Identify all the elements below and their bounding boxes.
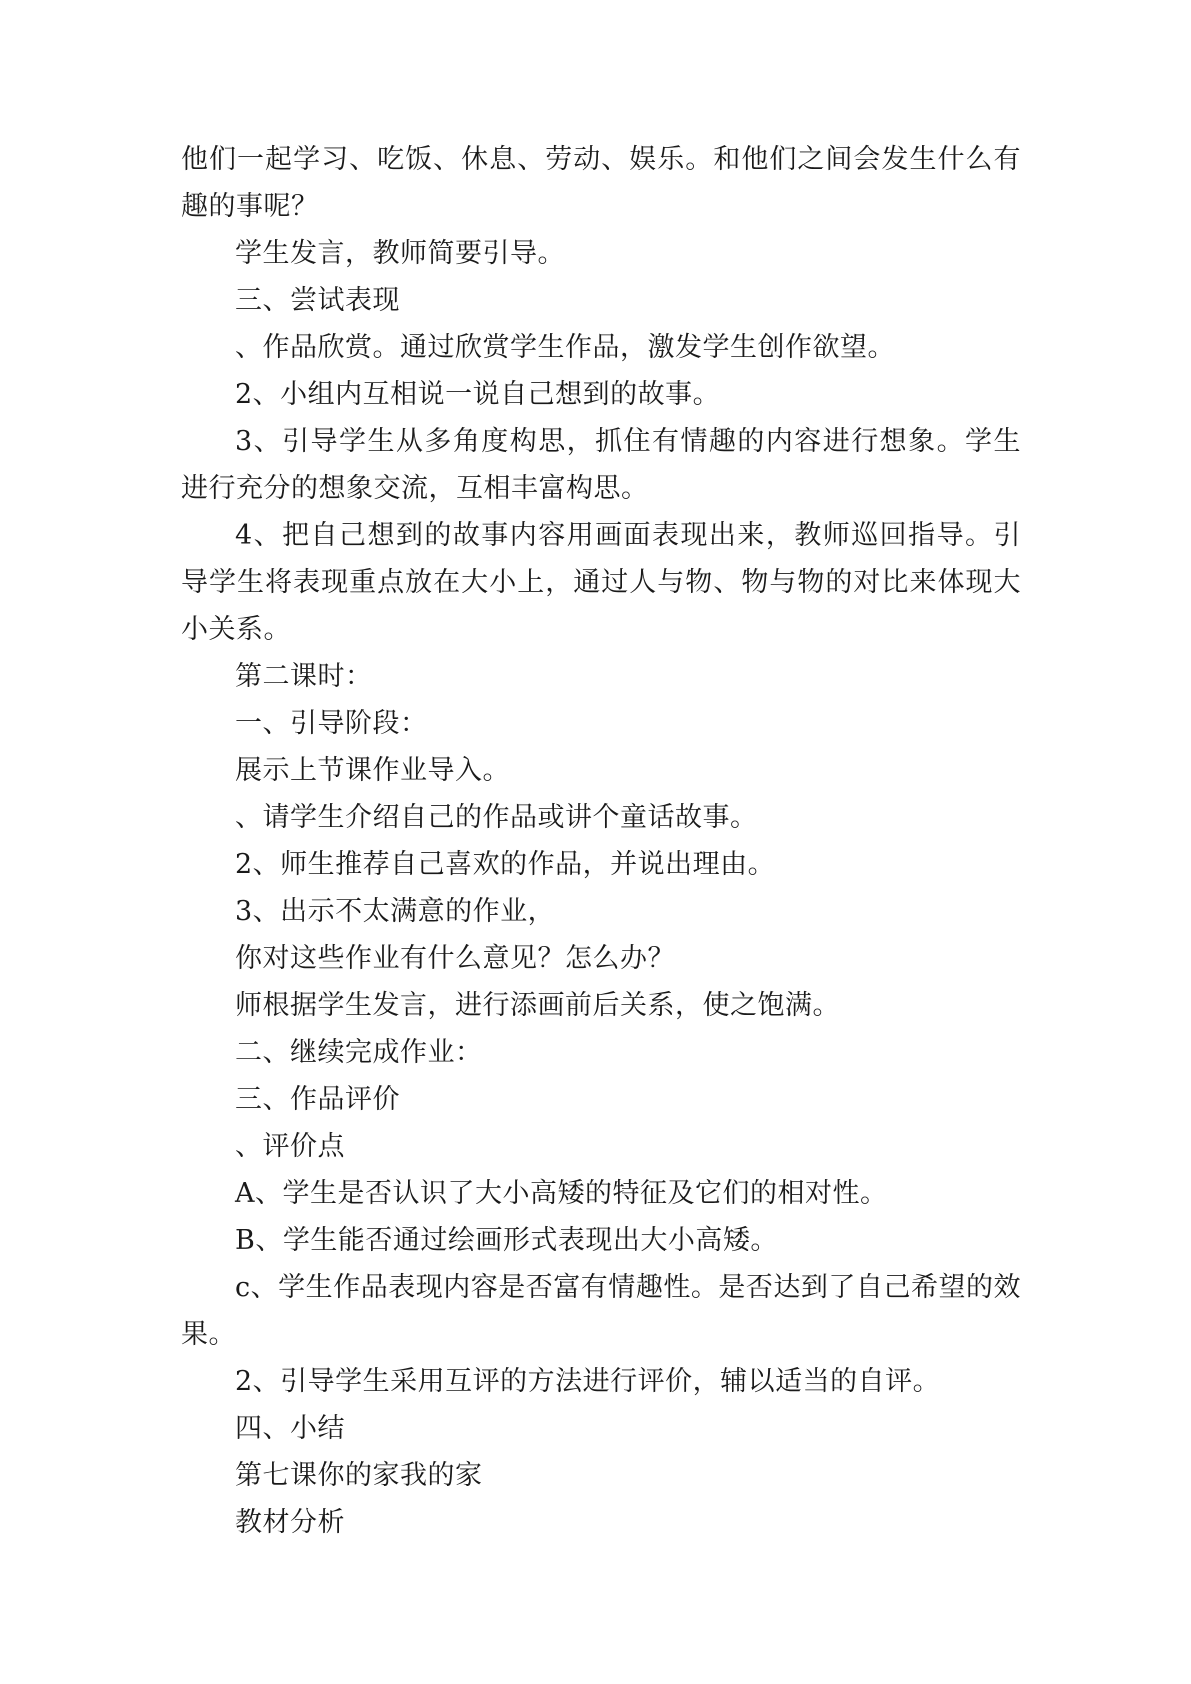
list-item: 、请学生介绍自己的作品或讲个童话故事。 xyxy=(235,802,758,833)
list-item: B、学生能否通过绘画形式表现出大小高矮。 xyxy=(235,1225,778,1256)
document-body xyxy=(181,136,1021,1546)
paragraph: 他们一起学习、吃饭、休息、劳动、娱乐。和他们之间会发生什么有趣的事呢？ xyxy=(181,144,1021,222)
section-heading: 教材分析 xyxy=(235,1507,345,1538)
section-heading: 三、作品评价 xyxy=(235,1084,400,1115)
paragraph: 展示上节课作业导入。 xyxy=(235,755,510,786)
list-item: 3、引导学生从多角度构思，抓住有情趣的内容进行想象。学生进行充分的想象交流，互相丰富构思。 xyxy=(181,426,1021,504)
section-heading: 四、小结 xyxy=(235,1413,345,1444)
lesson-title: 第七课你的家我的家 xyxy=(235,1460,483,1491)
list-item: 2、师生推荐自己喜欢的作品，并说出理由。 xyxy=(235,849,776,880)
section-heading: 二、继续完成作业： xyxy=(235,1037,483,1068)
list-item: 、评价点 xyxy=(235,1131,345,1162)
list-item: 2、小组内互相说一说自己想到的故事。 xyxy=(235,379,721,410)
paragraph: 你对这些作业有什么意见？怎么办？ xyxy=(235,943,675,974)
list-item: A、学生是否认识了大小高矮的特征及它们的相对性。 xyxy=(235,1178,888,1209)
list-item: 3、出示不太满意的作业， xyxy=(235,896,556,927)
list-item: 、作品欣赏。通过欣赏学生作品，激发学生创作欲望。 xyxy=(235,332,895,363)
paragraph: 师根据学生发言，进行添画前后关系，使之饱满。 xyxy=(235,990,840,1021)
list-item: c、学生作品表现内容是否富有情趣性。是否达到了自己希望的效果。 xyxy=(181,1272,1021,1350)
list-item: 2、引导学生采用互评的方法进行评价，辅以适当的自评。 xyxy=(235,1366,941,1397)
section-heading: 一、引导阶段： xyxy=(235,708,428,739)
section-heading: 三、尝试表现 xyxy=(235,285,400,316)
paragraph: 学生发言，教师简要引导。 xyxy=(235,238,565,269)
list-item: 4、把自己想到的故事内容用画面表现出来，教师巡回指导。引导学生将表现重点放在大小上，通过人与物、物与物的对比来体现大小关系。 xyxy=(181,520,1021,645)
section-heading: 第二课时： xyxy=(235,661,373,692)
